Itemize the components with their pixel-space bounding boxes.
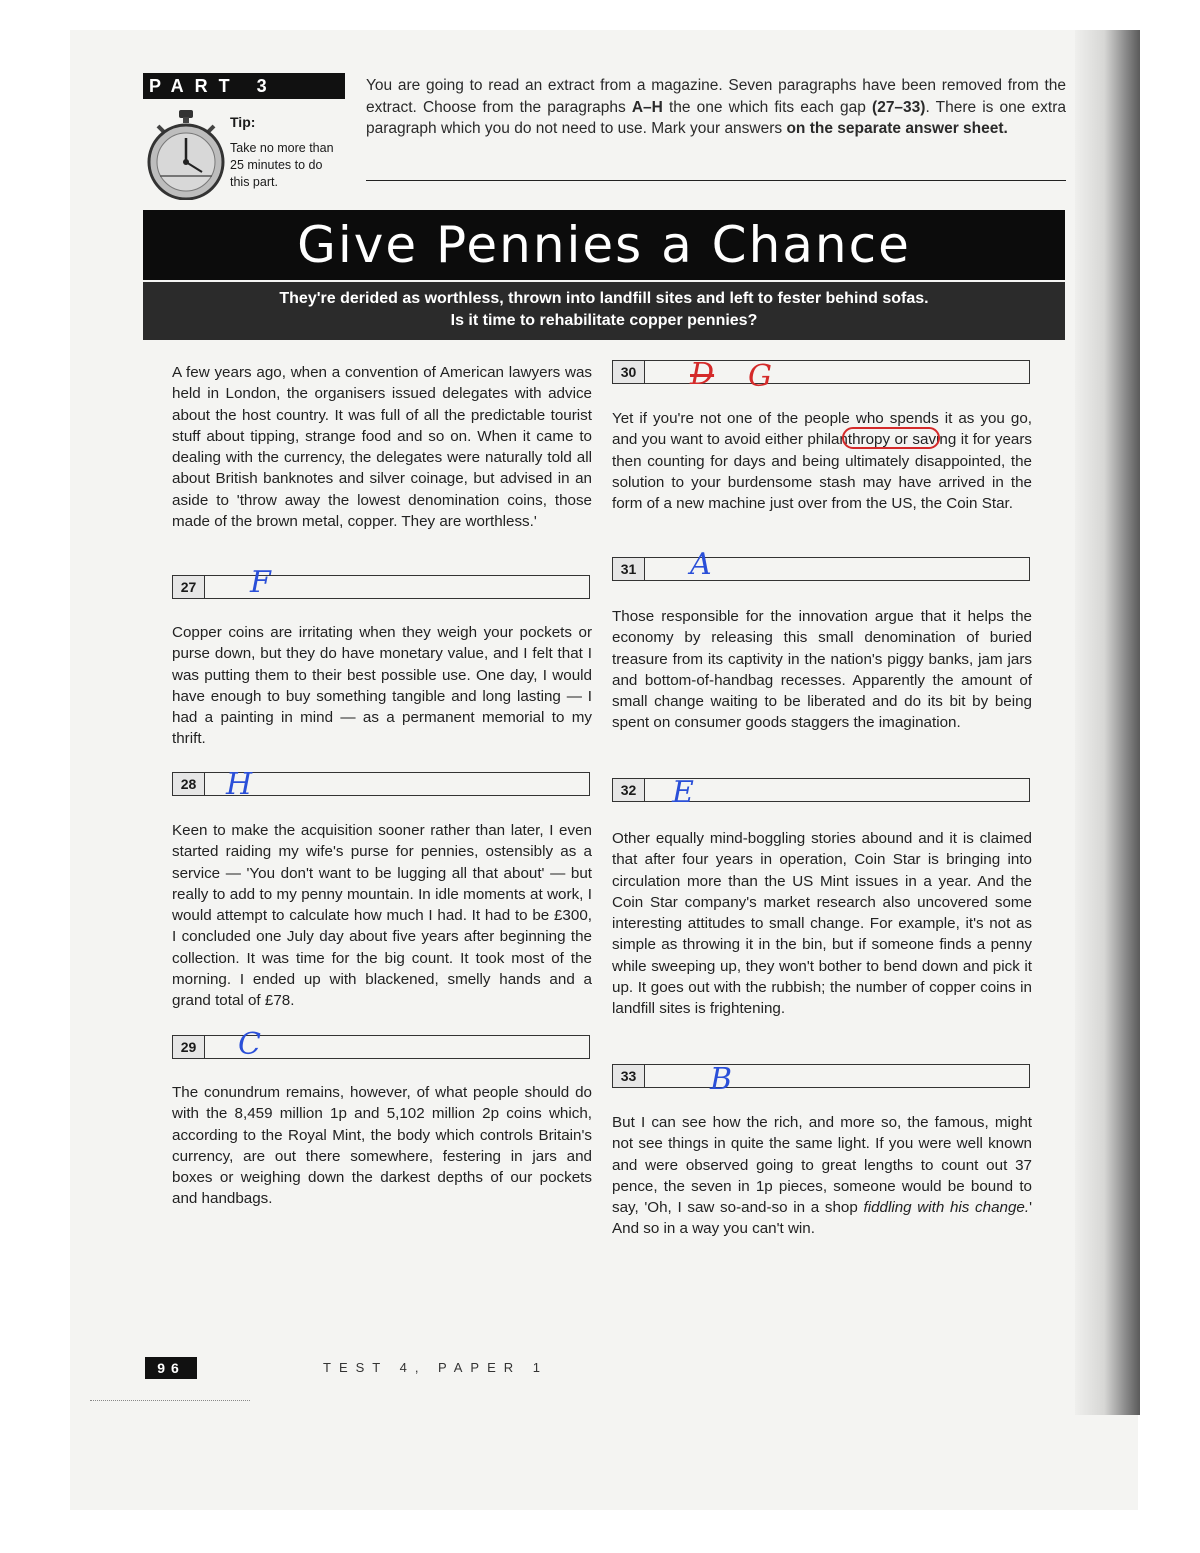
paragraph-4: The conundrum remains, however, of what people should do with the 8,459 million 1p and 5,102 million 2p coins which, according to the Royal Mint, the body which controls Britain's currency, are out there somewhere, festering in jars and boxes or weighing down the darkest depths of our pockets and handbags. (172, 1084, 592, 1208)
paragraph-7: Other equally mind-boggling stories abound and it is claimed that after four years in operation, Coin Star is bringing into circulation more than the US Mint issues in a year. And the Coin Star company's market research also uncovered some interesting attitudes to small change. For example, it's not as simple as throwing it in the bin, but if someone finds a penny while sweeping up, they won't bother to bend down and pick it up. It goes out with the rubbish; the number of copper coins in landfill sites is frightening. (612, 830, 1032, 1018)
gap-number: 32 (613, 779, 645, 801)
instructions: You are going to read an extract from a magazine. Seven paragraphs have been removed from the extract. Choose from the paragraphs A–H the one which fits each gap (27–33). There is one extra paragraph which you do not need to use. Mark your answers on the separate answer sheet. (366, 77, 1066, 137)
handwritten-circle-mark (842, 427, 940, 449)
instructions-rule (366, 180, 1066, 181)
paragraph-6: Those responsible for the innovation argue that it helps the economy by releasing this small denomination of buried treasure from its captivity in the nation's piggy banks, jam jars and bottom-of-handbag recesses. Apparently the amount of small change waiting to be liberated and do its bit by being spent on consumer goods staggers the imagination. (612, 608, 1032, 732)
gap-number: 31 (613, 558, 645, 580)
tip-text: Take no more than 25 minutes to do this part. (230, 141, 334, 189)
gap-number: 27 (173, 576, 205, 598)
handwritten-answer-31: A (690, 547, 712, 582)
gap-number: 28 (173, 773, 205, 795)
handwritten-answer-32: E (672, 775, 694, 810)
handwritten-answer-30-crossed: D (690, 357, 715, 392)
article-subtitle: They're derided as worthless, thrown into landfill sites and left to fester behind sofas. Is it time to rehabilitate copper pennies? (279, 290, 929, 329)
footer-label: TEST 4, PAPER 1 (323, 1360, 549, 1375)
paragraph-5: Yet if you're not one of the people who spends it as you go, and you want to avoid either philanthropy or saving it for years then counting for days and being ultimately disappointed, the solution to your burdensome stash may have arrived in the form of a new machine just over from the US, the Coin Star. (612, 410, 1032, 513)
paragraph-2: Copper coins are irritating when they weigh your pockets or purse down, but they do have monetary value, and I felt that I was putting them to their best possible use. One day, I would have enough to buy something tangible and long lasting — I had a painting in mind — as a permanent memorial to my thrift. (172, 624, 592, 748)
article-title: Give Pennies a Chance (297, 216, 911, 274)
gap-29[interactable] (172, 1035, 590, 1059)
handwritten-answer-33: B (710, 1062, 733, 1097)
paragraph-3: Keen to make the acquisition sooner rather than later, I even started raiding my wife's purse for pennies, ostensibly as a service — 'You don't want to be lugging all that about' — but really to add to my penny mountain. In idle moments at work, I would attempt to calculate how much I had. It had to be £300, I concluded one July day about five years after beginning the collection. It was time for the big count. It took most of the morning. I ended up with blackened, smelly hands and a grand total of £78. (172, 822, 592, 1010)
scan-shadow (1075, 30, 1140, 1415)
paragraph-8: But I can see how the rich, and more so, the famous, might not see things in quite the same light. If you were well known and were observed going to great lengths to count out 37 pence, the seven in 1p pieces, someone would be bound to say, 'Oh, I saw so-and-so in a shop fiddling with his change.' And so in a way you can't win. (612, 1114, 1032, 1238)
handwritten-answer-30: G (748, 359, 772, 394)
gap-number: 29 (173, 1036, 205, 1058)
stopwatch-icon (146, 108, 226, 200)
gap-number: 30 (613, 361, 645, 383)
scan-edge-line (90, 1400, 250, 1402)
gap-30[interactable] (612, 360, 1030, 384)
tip-title: Tip: (230, 114, 256, 130)
gap-31[interactable] (612, 557, 1030, 581)
gap-number: 33 (613, 1065, 645, 1087)
gap-27[interactable] (172, 575, 590, 599)
part-label: PART 3 (143, 73, 345, 99)
handwritten-answer-29: C (238, 1027, 261, 1062)
handwritten-answer-28: H (226, 767, 253, 802)
page-number: 96 (145, 1357, 197, 1379)
paragraph-1: A few years ago, when a convention of American lawyers was held in London, the organisers issued delegates with advice about the host country. It was full of all the predictable tourist stuff about tipping, strange food and so on. When it came to dealing with the currency, the delegates were naturally told all about British banknotes and silver coinage, but advised in an aside to 'throw away the lowest denomination coins, those made of the brown metal, copper. They are worthless.' (172, 364, 592, 531)
gap-33[interactable] (612, 1064, 1030, 1088)
handwritten-answer-27: F (250, 565, 271, 600)
